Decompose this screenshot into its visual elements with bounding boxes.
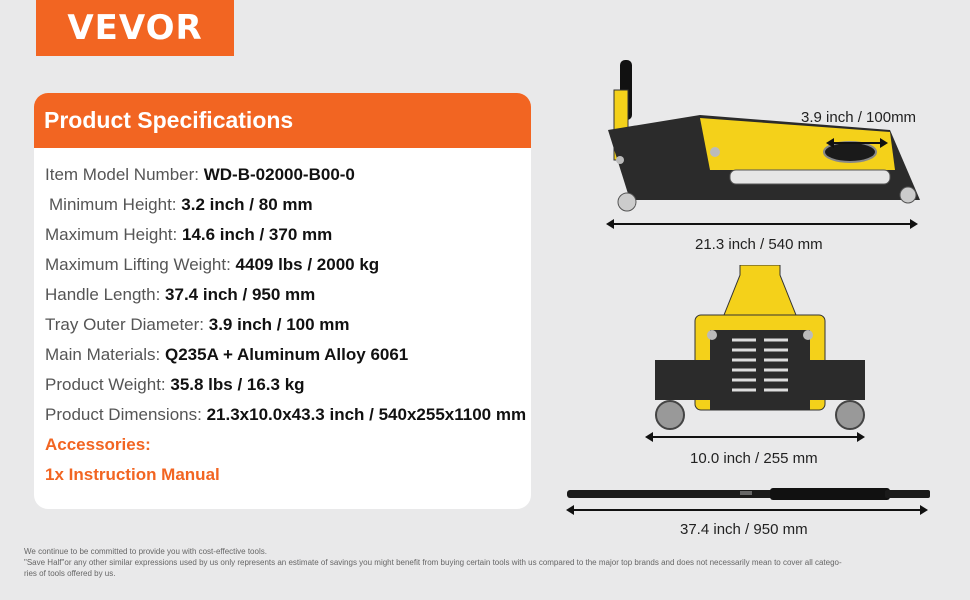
tray-dimension-label: 3.9 inch / 100mm [801, 109, 917, 126]
spec-list [45, 165, 526, 495]
footer-line-2: "Save Half"or any other similar expressions used by us only represents an estimate of savings you might benefit from buying certain tools with us compared to the major top brands and does not necessarily mean to cover all catego- [24, 558, 842, 567]
tray-dimension-arrow [826, 137, 888, 149]
footer-line-3: ries of tools offered by us. [24, 569, 116, 578]
jack-front-view-image [650, 265, 870, 440]
length-dimension-arrow [606, 218, 918, 230]
spec-title: Product Specifications [44, 107, 294, 133]
spec-value: 37.4 inch / 950 mm [165, 285, 316, 304]
width-dimension-label: 10.0 inch / 255 mm [690, 450, 818, 467]
spec-row-tray-diameter [45, 315, 526, 345]
spec-label: Main Materials: [45, 345, 165, 364]
spec-label: Minimum Height: [49, 195, 182, 214]
jack-handle-image [565, 485, 935, 505]
spec-row-min-height [45, 195, 526, 225]
spec-value: 35.8 lbs / 16.3 kg [170, 375, 305, 394]
spec-label: Product Dimensions: [45, 405, 207, 424]
spec-value: 14.6 inch / 370 mm [181, 225, 333, 244]
spec-row-model [45, 165, 526, 195]
footer-line-1: We continue to be committed to provide you with cost-effective tools. [24, 547, 267, 556]
spec-value: 3.2 inch / 80 mm [181, 195, 313, 214]
spec-label: Maximum Height: [45, 225, 182, 244]
spec-value: 21.3x10.0x43.3 inch / 540x255x1100 mm [206, 405, 527, 424]
brand-logo [36, 0, 234, 56]
spec-row-dimensions [45, 405, 526, 435]
width-dimension-arrow [645, 431, 865, 443]
spec-row-max-weight [45, 255, 526, 285]
spec-row-handle-length [45, 285, 526, 315]
spec-value: Q235A + Aluminum Alloy 6061 [164, 345, 409, 364]
spec-label: Product Weight: [45, 375, 171, 394]
handle-dimension-label: 37.4 inch / 950 mm [680, 521, 808, 538]
spec-row-product-weight [45, 375, 526, 405]
accessories-item: 1x Instruction Manual [45, 465, 220, 484]
spec-label: Maximum Lifting Weight: [45, 255, 236, 274]
spec-value: 3.9 inch / 100 mm [208, 315, 350, 334]
spec-card-header [34, 93, 531, 148]
spec-value: 4409 lbs / 2000 kg [235, 255, 380, 274]
spec-row-max-height [45, 225, 526, 255]
brand-logo-text: VEVOR [67, 8, 203, 48]
spec-card [34, 93, 531, 509]
spec-label: Tray Outer Diameter: [45, 315, 209, 334]
spec-value: WD-B-02000-B00-0 [203, 165, 355, 184]
handle-dimension-arrow [566, 504, 928, 516]
spec-label: Handle Length: [45, 285, 166, 304]
footer-disclaimer [24, 546, 954, 579]
length-dimension-label: 21.3 inch / 540 mm [695, 236, 823, 253]
spec-label: Item Model Number: [45, 165, 204, 184]
spec-row-materials [45, 345, 526, 375]
accessories-heading: Accessories: [45, 435, 151, 454]
